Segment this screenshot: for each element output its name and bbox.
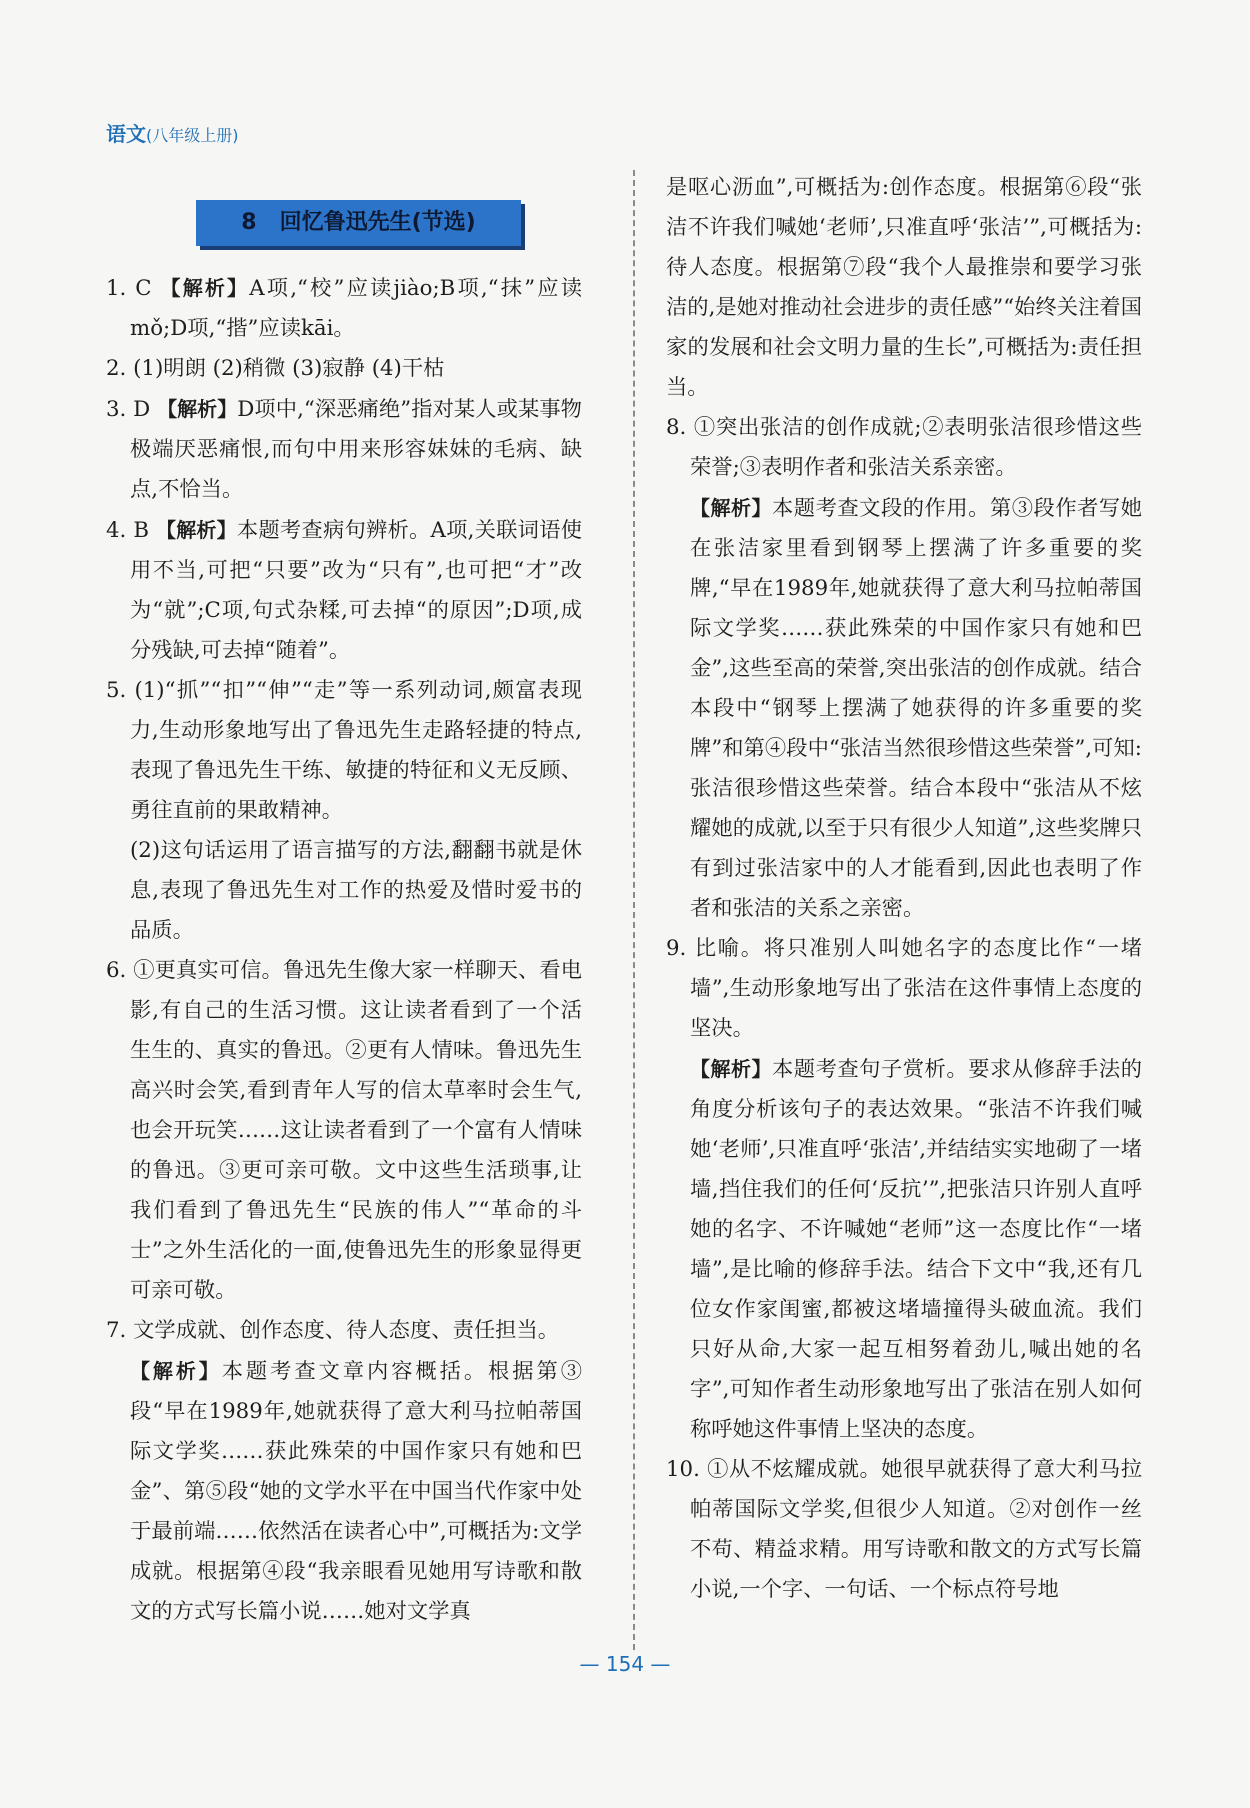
answer-text: ①从不炫耀成就。她很早就获得了意大利马拉帕蒂国际文学奖,但很少人知道。②对创作一丝不苟、精益求精。用写诗歌和散文的方式写长篇小说,一个字、一句话、一个标点符号地 [690,1457,1142,1602]
answer-text: (2)这句话运用了语言描写的方法,翻翻书就是休息,表现了鲁迅先生对工作的热爱及惜时爱书的品质。 [130,838,582,943]
answer-number: 2. [106,356,127,381]
answer-item [106,268,582,349]
grade-label: (八年级上册) [146,126,239,145]
page-header [106,118,239,147]
answer-number: 8. [666,415,687,440]
analysis-tag: 【解析】 [157,397,238,421]
answer-item [106,951,582,1311]
answer-item [666,408,1142,488]
section-number: 8 [241,210,257,235]
answer-text: 本题考查句子赏析。要求从修辞手法的角度分析该句子的表达效果。“张洁不许我们喊她‘老师’,只准直呼‘张洁’,并结结实实地砌了一堵墙,挡住我们的任何‘反抗’”,把张洁只许别人直呼她的名字、不许喊她“老师”这一态度比作“一堵墙”,是比喻的修辞手法。结合下文中“我,还有几位女作家闺蜜,都被这堵墙撞得头破血流。我们只好从命,大家一起互相努着劲儿,喊出她的名字”,可知作者生动形象地写出了张洁在别人如何称呼她这件事情上坚决的态度。 [690,1057,1142,1442]
answer-text: 本题考查文章内容概括。根据第③段“早在1989年,她就获得了意大利马拉帕蒂国际文学奖……获此殊荣的中国作家只有她和巴金”、第⑤段“她的文学水平在中国当代作家中处于最前端……依然活在读者心中”,可概括为:文学成就。根据第④段“我亲眼看见她用写诗歌和散文的方式写长篇小说……她对文学真 [130,1359,582,1624]
answer-text: A项,“校”应读jiào;B项,“抹”应读mǒ;D项,“揩”应读kāi。 [130,276,583,341]
section-title [196,200,521,246]
answer-text: 比喻。将只准别人叫她名字的态度比作“一堵墙”,生动形象地写出了张洁在这件事情上态度的坚决。 [690,936,1143,1041]
answer-text: 是呕心沥血”,可概括为:创作态度。根据第⑥段“张洁不许我们喊她‘老师’,只准直呼‘张洁’”,可概括为:待人态度。根据第⑦段“我个人最推崇和要学习张洁的,是她对推动社会进步的责任感”“始终关注着国家的发展和社会文明力量的生长”,可概括为:责任担当。 [666,175,1142,400]
answer-paragraph [666,488,1142,929]
section-title-text: 回忆鲁迅先生(节选) [279,210,476,235]
answer-paragraph [106,1351,582,1632]
answer-text: D项中,“深恶痛绝”指对某人或某事物极端厌恶痛恨,而句中用来形容妹妹的毛病、缺点,不恰当。 [130,397,582,502]
page-number: — 154 — [579,1652,671,1676]
subject-label: 语文 [106,122,146,146]
answer-item [106,510,582,671]
answer-text: (1)“抓”“扣”“伸”“走”等一系列动词,颇富表现力,生动形象地写出了鲁迅先生走路轻捷的特点,表现了鲁迅先生干练、敏捷的特征和义无反顾、勇往直前的果敢精神。 [130,678,582,823]
answer-item [106,389,582,510]
answer-text: 文学成就、创作态度、待人态度、责任担当。 [133,1318,560,1343]
answer-choice: B [133,518,149,543]
answer-text: 本题考查病句辨析。A项,关联词语使用不当,可把“只要”改为“只有”,也可把“才”改为“就”;C项,句式杂糅,可去掉“的原因”;D项,成分残缺,可去掉“随着”。 [130,518,583,663]
answer-number: 1. [106,276,127,301]
answer-number: 9. [666,936,687,961]
answer-item [106,671,582,831]
analysis-tag: 【解析】 [690,496,772,520]
answer-choice: C [135,276,152,301]
column-divider [633,170,635,1650]
right-column [666,168,1142,1610]
answer-paragraph [666,1049,1142,1450]
answer-number: 3. [106,397,127,422]
answer-number: 5. [106,678,127,703]
answer-paragraph [106,831,582,951]
answer-item [106,349,582,389]
answer-paragraph [666,168,1142,408]
analysis-tag: 【解析】 [690,1057,772,1081]
answer-text: ①更真实可信。鲁迅先生像大家一样聊天、看电影,有自己的生活习惯。这让读者看到了一个活生生的、真实的鲁迅。②更有人情味。鲁迅先生高兴时会笑,看到青年人写的信太草率时会生气,也会开玩笑……这让读者看到了一个富有人情味的鲁迅。③更可亲可敬。文中这些生活琐事,让我们看到了鲁迅先生“民族的伟人”“革命的斗士”之外生活化的一面,使鲁迅先生的形象显得更可亲可敬。 [130,958,582,1303]
analysis-tag: 【解析】 [160,276,250,300]
left-column [106,170,582,1632]
answer-text: (1)明朗 (2)稍微 (3)寂静 (4)干枯 [133,356,445,381]
answer-item [666,1450,1142,1610]
answer-choice: D [133,397,151,422]
answer-item [666,929,1142,1049]
answer-text: 本题考查文段的作用。第③段作者写她在张洁家里看到钢琴上摆满了许多重要的奖牌,“早在1989年,她就获得了意大利马拉帕蒂国际文学奖……获此殊荣的中国作家只有她和巴金”,这些至高的荣誉,突出张洁的创作成就。结合本段中“钢琴上摆满了她获得的许多重要的奖牌”和第④段中“张洁当然很珍惜这些荣誉”,可知:张洁很珍惜这些荣誉。结合本段中“张洁从不炫耀她的成就,以至于只有很少人知道”,这些奖牌只有到过张洁家中的人才能看到,因此也表明了作者和张洁的关系之亲密。 [690,496,1142,921]
answer-number: 4. [106,518,127,543]
answer-number: 10. [666,1457,700,1482]
answer-number: 7. [106,1318,127,1343]
analysis-tag: 【解析】 [155,518,237,542]
answer-text: ①突出张洁的创作成就;②表明张洁很珍惜这些荣誉;③表明作者和张洁关系亲密。 [690,415,1142,480]
analysis-tag: 【解析】 [130,1359,222,1383]
answer-item [106,1311,582,1351]
answer-number: 6. [106,958,127,983]
